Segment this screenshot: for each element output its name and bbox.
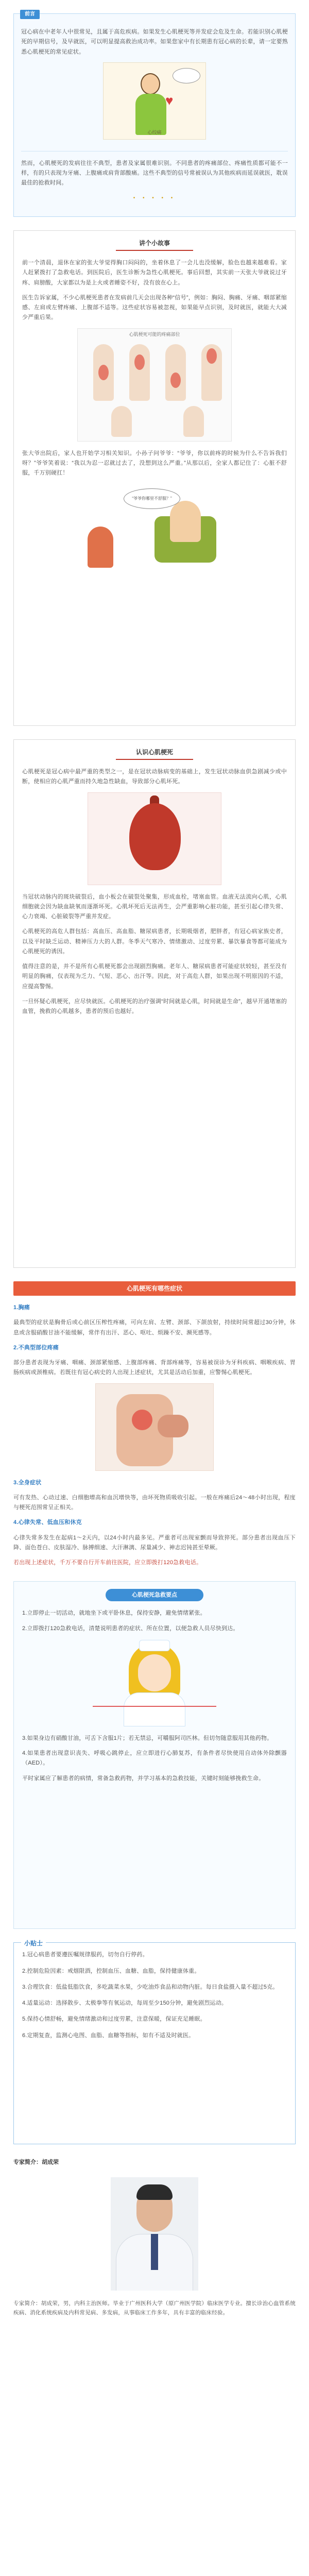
body-figure (183, 406, 204, 437)
intro-note-area (21, 151, 288, 189)
emergency-note: 平时家属应了解患者的病情，常备急救药物，并学习基本的急救技能，关键时刻能够挽救生命。 (22, 1775, 265, 1782)
pain-location-diagram (77, 328, 232, 442)
symptom-2-title: 2.不典型部位疼痛 (13, 1344, 59, 1351)
body-figure (111, 406, 132, 437)
heart-anatomy-image (88, 792, 221, 885)
intro-note: 然而，心肌梗死的发病往往不典型，患者及家属很难识别。不同患者的疼痛部位、疼痛性质都可能不一样，有的只表现为牙痛、上腹痛或肩背部酸痛。这些不典型的信号常被误认为其他疾病而延误就医，耽误最佳的抢救时间。 (21, 160, 288, 187)
symptoms-section (13, 1303, 296, 1568)
body-figure (201, 344, 222, 401)
expert-intro: 专家简介：胡成荣，男，内科主治医师。毕业于广州医科大学（原广州医学院）临床医学专业。擅长诊治心血管系统疾病、消化系统疾病及内科常见病、多发病，从事临床工作多年，具有丰富的临床经验。 (13, 2300, 296, 2316)
pain-map-title: 心肌梗死可能的疼痛部位 (129, 331, 180, 337)
symptom-1-text: 最典型的症状是胸骨后或心前区压榨性疼痛，可向左肩、左臂、颈部、下颌放射，持续时间常超过30分钟，休息或含服硝酸甘油不能缓解，常伴有出汗、恶心、呕吐、烦躁不安、濒死感等。 (13, 1319, 296, 1336)
story-paragraph-2: 医生告诉家属，不少心肌梗死患者在发病前几天会出现各种“信号”，例如：胸闷、胸痛、牙痛、咽部紧缩感、左肩或左臂疼痛、上腹部不适等。这些症状容易被忽视，如果能早点识别，及时就医，就能大大减少严重后果。 (22, 294, 287, 321)
heart-icon: ♥ (165, 92, 174, 108)
emergency-step-4: 4.如果患者出现意识丧失、呼吸心跳停止，应立即进行心肺复苏，有条件者尽快使用自动体外除颤器（AED）。 (22, 1750, 287, 1767)
symptom-3-title: 3.全身症状 (13, 1479, 42, 1486)
divider-dots: • • • • • (133, 195, 176, 201)
back-pain-photo (95, 1383, 214, 1471)
know-paragraph-5: 一旦怀疑心肌梗死，应尽快就医。心肌梗死的治疗强调“时间就是心肌，时间就是生命”，越早开通堵塞的血管，挽救的心肌越多，患者的预后也越好。 (22, 998, 287, 1014)
tip-5: 5.保持心情舒畅，避免情绪激动和过度劳累，注意保暖，保证充足睡眠。 (22, 2016, 206, 2023)
article-page (0, 13, 309, 2317)
expert-photo (111, 2177, 198, 2291)
symptom-1-title: 1.胸痛 (13, 1304, 30, 1311)
know-paragraph-2: 当冠状动脉内的斑块破裂后，血小板会在破裂处聚集，形成血栓，堵塞血管。血液无法流向心肌，心肌细胞就会因为缺血缺氧而逐渐坏死。心肌坏死后无法再生，会严重影响心脏功能，甚至引起心律失常、心力衰竭、心脏破裂等严重并发症。 (22, 893, 287, 920)
intro-tag: 前言 (20, 10, 40, 19)
symptom-warning: 若出现上述症状，千万不要自行开车前往医院，应立即拨打120急救电话。 (13, 1560, 202, 1566)
expert-name: 胡成荣 (42, 2159, 59, 2166)
symptom-4-text: 心律失常多发生在起病1～2天内，以24小时内最多见。严重者可出现室颤而导致猝死。部分患者出现血压下降、面色苍白、皮肤湿冷、脉搏细速、大汗淋漓、尿量减少、神志迟钝甚至晕厥。 (13, 1534, 296, 1551)
body-figure (93, 344, 114, 401)
story-paragraph-1: 前一个清晨，退休在家的张大爷觉得胸口闷闷的，坐着休息了一会儿也没缓解，脸色也越来越难看。家人赶紧拨打了急救电话。到医院后，医生诊断为急性心肌梗死。事后回想，其实前一天张大爷就说过牙疼、肩膀酸，大家都以为是上火或者睡姿不好，没有放在心上。 (22, 260, 287, 286)
tip-1: 1.冠心病患者要遵医嘱规律服药，切勿自行停药。 (22, 1952, 148, 1958)
emergency-step-1: 1.立即停止一切活动，就地坐下或平卧休息，保持安静，避免情绪紧张。 (22, 1610, 206, 1617)
tip-3: 3.合理饮食：低盐低脂饮食，多吃蔬菜水果，少吃油炸食品和动物内脏。每日食盐摄入量不超过5克。 (22, 1984, 279, 1990)
kid-figure (88, 527, 113, 568)
speech-bubble: “爷爷你哪里不舒服？” (124, 488, 180, 509)
know-title: 认识心肌梗死 (116, 747, 193, 760)
heartbeat-line (93, 1706, 216, 1707)
story-section (13, 230, 296, 726)
know-paragraph-1: 心肌梗死是冠心病中最严重的类型之一，是在冠状动脉病变的基础上，发生冠状动脉血供急剧减少或中断，使相应的心肌严重而持久地急性缺血，导致部分心肌坏死。 (22, 769, 287, 785)
symptoms-header: 心肌梗死有哪些症状 (13, 1281, 296, 1296)
know-paragraph-3: 心肌梗死的高危人群包括：高血压、高血脂、糖尿病患者，长期吸烟者，肥胖者，有冠心病家族史者，以及平时缺乏运动、精神压力大的人群。冬季天气寒冷、情绪激动、过度劳累、暴饮暴食等都可能成为心肌梗死的诱因。 (22, 928, 287, 955)
story-paragraph-3: 张大爷出院后，家人也开始学习相关知识。小孙子问爷爷：“爷爷，你以前疼的时候为什么不告诉我们呀？”爷爷笑着说：“我以为忍一忍就过去了，没想到这么严重。”从那以后，全家人都记住了：心脏不舒服，千万别硬扛！ (22, 450, 287, 476)
symptom-2-text: 部分患者表现为牙痛、咽痛、颈部紧缩感、上腹部疼痛、背部疼痛等，容易被误诊为牙科疾病、咽喉疾病、胃肠疾病或颈椎病。若既往有冠心病史的人出现上述症状，尤其是活动后加重，应警惕心肌梗死。 (13, 1360, 296, 1376)
tip-4: 4.适量运动：选择散步、太极拳等有氧运动，每周至少150分钟，避免剧烈运动。 (22, 2000, 228, 2006)
speech-bubble (173, 68, 200, 83)
emergency-section (13, 1581, 296, 1929)
tips-title: 小贴士 (21, 1938, 46, 1949)
body-figure (165, 344, 186, 401)
grandpa-figure (170, 501, 201, 542)
story-title: 讲个小故事 (116, 238, 193, 251)
expert-label: 专家简介：胡成荣 (13, 2159, 59, 2166)
emergency-title: 心肌梗死急救要点 (106, 1589, 203, 1601)
tip-2: 2.控制危险因素：戒烟限酒，控制血压、血糖、血脂，保持健康体重。 (22, 1968, 200, 1974)
nurse-illustration (98, 1639, 211, 1726)
emergency-step-3: 3.如果身边有硝酸甘油，可舌下含服1片；若无禁忌，可嚼服阿司匹林。但切勿随意服用其他药物。 (22, 1735, 273, 1741)
emergency-step-2: 2.立即拨打120急救电话，清楚说明患者的症状、所在位置，以便急救人员尽快到达。 (22, 1625, 239, 1632)
symptom-3-text: 可有发热、心动过速、白细胞增高和血沉增快等，由坏死物质吸收引起。一般在疼痛后24～48小时出现，程度与梗死范围常呈正相关。 (13, 1494, 296, 1511)
cartoon-caption: 心绞痛 (147, 130, 162, 135)
symptom-4-title: 4.心律失常、低血压和休克 (13, 1519, 82, 1526)
tips-section (13, 1942, 296, 2144)
know-mi-section (13, 739, 296, 1268)
intro-text: 冠心病在中老年人中很常见，且属于高危疾病。如果发生心肌梗死等并发症会危及生命。若能识别心肌梗死的早期信号，及早就医，可以明显提高救治成功率。如果您家中有长期患有冠心病的长辈，请一定要熟悉心肌梗死的常见症状。 (21, 29, 288, 55)
grandpa-kid-illustration (77, 485, 232, 573)
body-figure (129, 344, 150, 401)
angina-cartoon-image (103, 62, 206, 140)
tip-6: 6.定期复查，监测心电图、血脂、血糖等指标，如有不适及时就医。 (22, 2032, 195, 2039)
cartoon-man (135, 73, 166, 135)
intro-section (13, 13, 296, 217)
know-paragraph-4: 值得注意的是，并不是所有心肌梗死都会出现剧烈胸痛。老年人、糖尿病患者可能症状较轻，甚至没有明显的胸痛，仅表现为乏力、气短、恶心、出汗等。因此，对于高危人群，如果出现不明原因的不适，应提高警惕。 (22, 963, 287, 990)
